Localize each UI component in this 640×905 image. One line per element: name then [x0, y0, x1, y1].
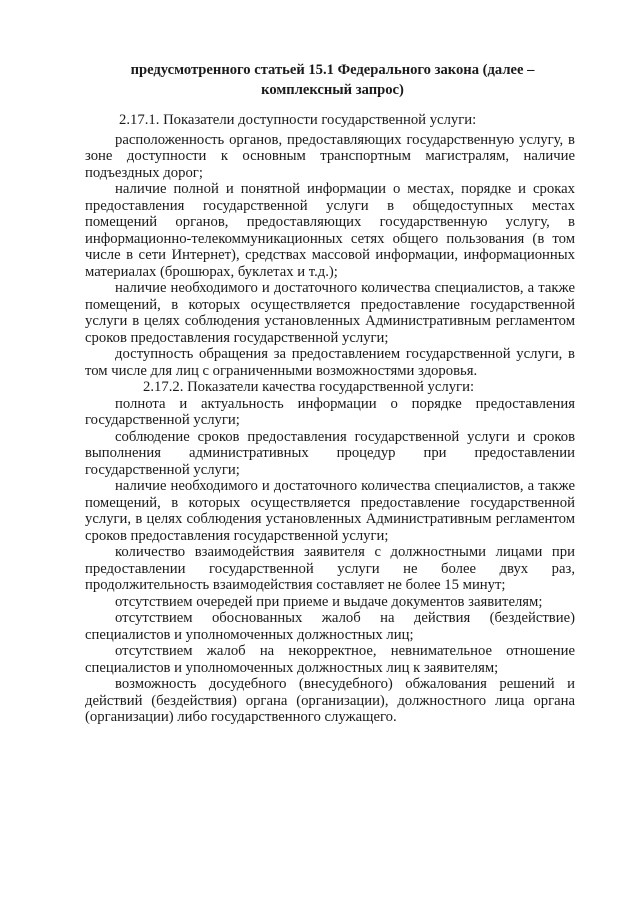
section-2-title: 2.17.2. Показатели качества государственной услуги:: [143, 379, 475, 395]
section-1-item: наличие необходимого и достаточного количества специалистов, а также помещений, в которых осуществляется предоставление государственной услуги в целях соблюдения установленных Административным регламентом сроков предоставления государственной услуги;: [85, 280, 575, 346]
section-2-item: полнота и актуальность информации о порядке предоставления государственной услуги;: [85, 395, 575, 428]
section-1-item: доступность обращения за предоставлением государственной услуги, в том числе для лиц с ограниченными возможностями здоровья.: [85, 346, 575, 379]
section-2-item: количество взаимодействия заявителя с должностными лицами при предоставлении государственной услуги не более двух раз, продолжительность взаимодействия составляет не более 15 минут;: [85, 544, 575, 593]
page-heading: [85, 60, 580, 100]
document-body: [85, 112, 575, 726]
section-2-item: соблюдение сроков предоставления государственной услуги и сроков выполнения административных процедур при предоставлении государственной услуги;: [85, 428, 575, 478]
section-2-item: возможность досудебного (внесудебного) обжалования решений и действий (бездействия) органа (организации), должностного лица органа (организации) либо государственного служащего.: [85, 676, 575, 725]
section-1-item: расположенность органов, предоставляющих государственную услугу, в зоне доступности к основным транспортным магистралям, наличие подъездных дорог;: [85, 131, 575, 181]
section-1-item: наличие полной и понятной информации о местах, порядке и сроках предоставления государственной услуги в общедоступных местах помещений органов, предоставляющих государственную услугу, в информационно-телекоммуникационных сетях общего пользования (в том числе в сети Интернет), средствах массовой информации, информационных материалах (брошюрах, буклетах и т.д.);: [85, 181, 575, 280]
section-1-title: 2.17.1. Показатели доступности государственной услуги:: [119, 112, 477, 128]
section-2-item: отсутствием очередей при приеме и выдаче документов заявителям;: [115, 593, 543, 610]
section-2-item: отсутствием жалоб на некорректное, невнимательное отношение специалистов и уполномоченных должностных лиц к заявителям;: [85, 643, 575, 676]
section-2-item: наличие необходимого и достаточного количества специалистов, а также помещений, в которых осуществляется предоставление государственной услуги, в целях соблюдения установленных Административным регламентом сроков предоставления государственной услуги;: [85, 478, 575, 544]
section-2-item: отсутствием обоснованных жалоб на действия (бездействие) специалистов и уполномоченных должностных лиц;: [85, 610, 575, 643]
heading-line-1: предусмотренного статьей 15.1 Федерального закона (далее –: [130, 62, 535, 78]
heading-line-2: комплексный запрос): [261, 82, 404, 98]
